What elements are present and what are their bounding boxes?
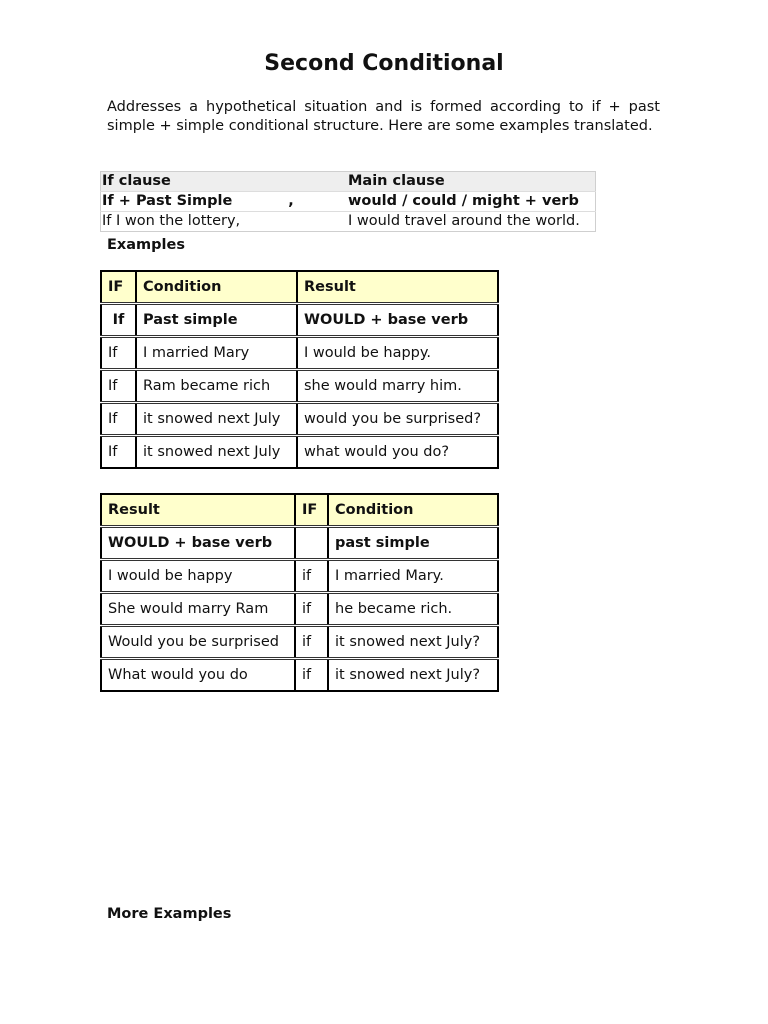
formula-result-cell: WOULD + base verb xyxy=(297,304,498,337)
condition-cell: he became rich. xyxy=(328,593,498,626)
result-first-examples-table xyxy=(100,493,499,692)
if-cell: If xyxy=(101,337,136,370)
if-cell: if xyxy=(295,560,328,593)
if-cell: if xyxy=(295,626,328,659)
more-examples-heading: More Examples xyxy=(107,906,232,922)
table-header-row xyxy=(101,494,498,527)
condition-column-header: Condition xyxy=(136,271,297,304)
condition-cell: I married Mary. xyxy=(328,560,498,593)
condition-column-header: Condition xyxy=(328,494,498,527)
intro-paragraph: Addresses a hypothetical situation and is formed according to if + past simple + simple conditional structure. Here are some examples translated. xyxy=(107,99,660,134)
result-cell: I would be happy xyxy=(101,560,295,593)
main-clause-heading: Main clause xyxy=(347,172,596,192)
formula-row xyxy=(101,304,498,337)
formula-row xyxy=(101,527,498,560)
result-cell: I would be happy. xyxy=(297,337,498,370)
if-first-examples-table xyxy=(100,270,499,469)
if-column-header: IF xyxy=(295,494,328,527)
result-cell: would you be surprised? xyxy=(297,403,498,436)
condition-cell: it snowed next July? xyxy=(328,626,498,659)
result-column-header: Result xyxy=(297,271,498,304)
result-cell: what would you do? xyxy=(297,436,498,469)
if-column-header: IF xyxy=(101,271,136,304)
structure-header-row xyxy=(101,172,596,192)
table-row xyxy=(101,337,498,370)
table-row xyxy=(101,593,498,626)
if-cell: If xyxy=(108,444,118,460)
table-row xyxy=(101,370,498,403)
formula-if-cell xyxy=(295,527,328,560)
structure-example-row xyxy=(101,212,596,232)
condition-cell: it snowed next July xyxy=(136,403,297,436)
result-cell: she would marry him. xyxy=(297,370,498,403)
if-clause-example: If I won the lottery, xyxy=(102,213,241,229)
condition-cell: Ram became rich xyxy=(136,370,297,403)
if-formula-text: If + Past Simple xyxy=(102,193,233,209)
condition-cell: I married Mary xyxy=(136,337,297,370)
if-cell: if xyxy=(295,593,328,626)
main-clause-formula: would / could / might + verb xyxy=(347,192,596,212)
formula-if-cell: If xyxy=(101,304,136,337)
if-clause-heading: If clause xyxy=(101,172,348,192)
structure-table xyxy=(100,171,596,232)
if-cell: If xyxy=(101,403,136,436)
formula-condition-cell: past simple xyxy=(328,527,498,560)
table-row xyxy=(101,436,498,469)
result-cell: She would marry Ram xyxy=(101,593,295,626)
table-row xyxy=(101,403,498,436)
page-title: Second Conditional xyxy=(264,51,504,76)
condition-cell: it snowed next July xyxy=(136,436,297,469)
result-cell: What would you do xyxy=(108,667,248,683)
table-row xyxy=(101,626,498,659)
if-clause-formula xyxy=(101,192,348,212)
if-cell: if xyxy=(295,659,328,692)
formula-result-cell: WOULD + base verb xyxy=(101,527,295,560)
if-cell: If xyxy=(101,370,136,403)
result-cell: Would you be surprised xyxy=(101,626,295,659)
table-header-row xyxy=(101,271,498,304)
result-column-header: Result xyxy=(101,494,295,527)
condition-cell: it snowed next July? xyxy=(328,659,498,692)
main-clause-example: I would travel around the world. xyxy=(348,213,580,229)
examples-heading: Examples xyxy=(107,237,185,253)
formula-condition-cell: Past simple xyxy=(136,304,297,337)
formula-comma: , xyxy=(288,193,294,209)
table-row xyxy=(101,659,498,692)
structure-formula-row xyxy=(101,192,596,212)
table-row xyxy=(101,560,498,593)
